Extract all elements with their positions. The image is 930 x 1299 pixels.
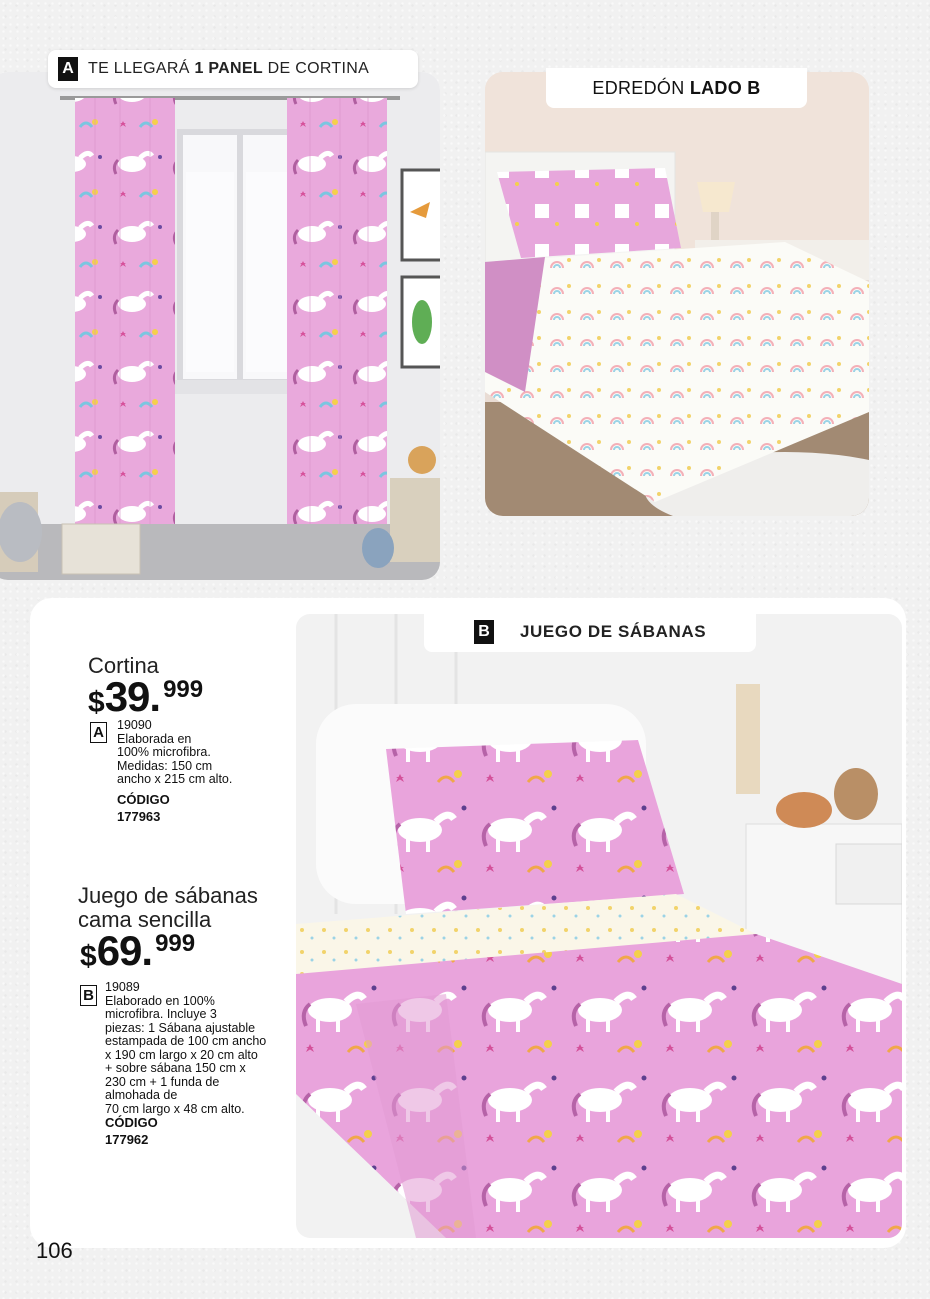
- panel-info-bold: 1 PANEL: [194, 60, 263, 77]
- panel-info-post: DE CORTINA: [262, 60, 370, 77]
- sheet-set-tag-text: JUEGO DE SÁBANAS: [520, 622, 707, 641]
- product-a-price-decimal: 999: [163, 676, 204, 703]
- panel-info-pre: TE LLEGARÁ: [88, 60, 195, 77]
- product-a-letter: A: [90, 722, 107, 743]
- product-a-code-label: CÓDIGO: [117, 792, 170, 807]
- curtain-photo: [0, 72, 440, 580]
- product-b-price: [80, 928, 195, 974]
- panel-info-tag: [48, 50, 418, 88]
- product-b-title-line1: Juego de sábanas: [78, 883, 258, 908]
- panel-info-text: [88, 60, 369, 78]
- product-b-code-label: CÓDIGO: [105, 1115, 158, 1130]
- product-b-price-main: 69.: [96, 927, 153, 974]
- side-b-pre: EDREDÓN: [592, 77, 690, 98]
- product-b-description: 19089 Elaborado en 100% microfibra. Incluye 3 piezas: 1 Sábana ajustable estampada de 100 cm ancho x 190 cm largo x 20 cm alto + sobre sábana 150 cm x 230 cm + 1 funda de almohada de 70 cm largo x 48 cm alto.: [105, 980, 267, 1116]
- tag-letter-b: B: [474, 620, 494, 644]
- product-a-code: 177963: [117, 809, 161, 824]
- product-a-description: 19090 Elaborada en 100% microfibra. Medidas: 150 cm ancho x 215 cm alto.: [117, 718, 233, 786]
- comforter-side-b-photo: [485, 72, 869, 516]
- product-a-price: [88, 674, 203, 720]
- comforter-side-b-tag: [546, 68, 807, 108]
- sheet-set-tag: [424, 612, 756, 652]
- tag-letter-a: A: [58, 57, 78, 81]
- page-number: 106: [36, 1238, 73, 1263]
- product-a-price-main: 39.: [104, 673, 161, 720]
- product-b-title-line2: cama sencilla: [78, 907, 212, 932]
- sheet-set-photo: [296, 614, 902, 1238]
- product-b-code: 177962: [105, 1132, 149, 1147]
- product-a-currency: $: [88, 686, 105, 719]
- product-b-currency: $: [80, 940, 97, 973]
- side-b-bold: LADO B: [689, 77, 761, 98]
- product-b-price-decimal: 999: [155, 930, 196, 957]
- product-a-title: Cortina: [88, 653, 159, 678]
- product-b-letter: B: [80, 985, 97, 1006]
